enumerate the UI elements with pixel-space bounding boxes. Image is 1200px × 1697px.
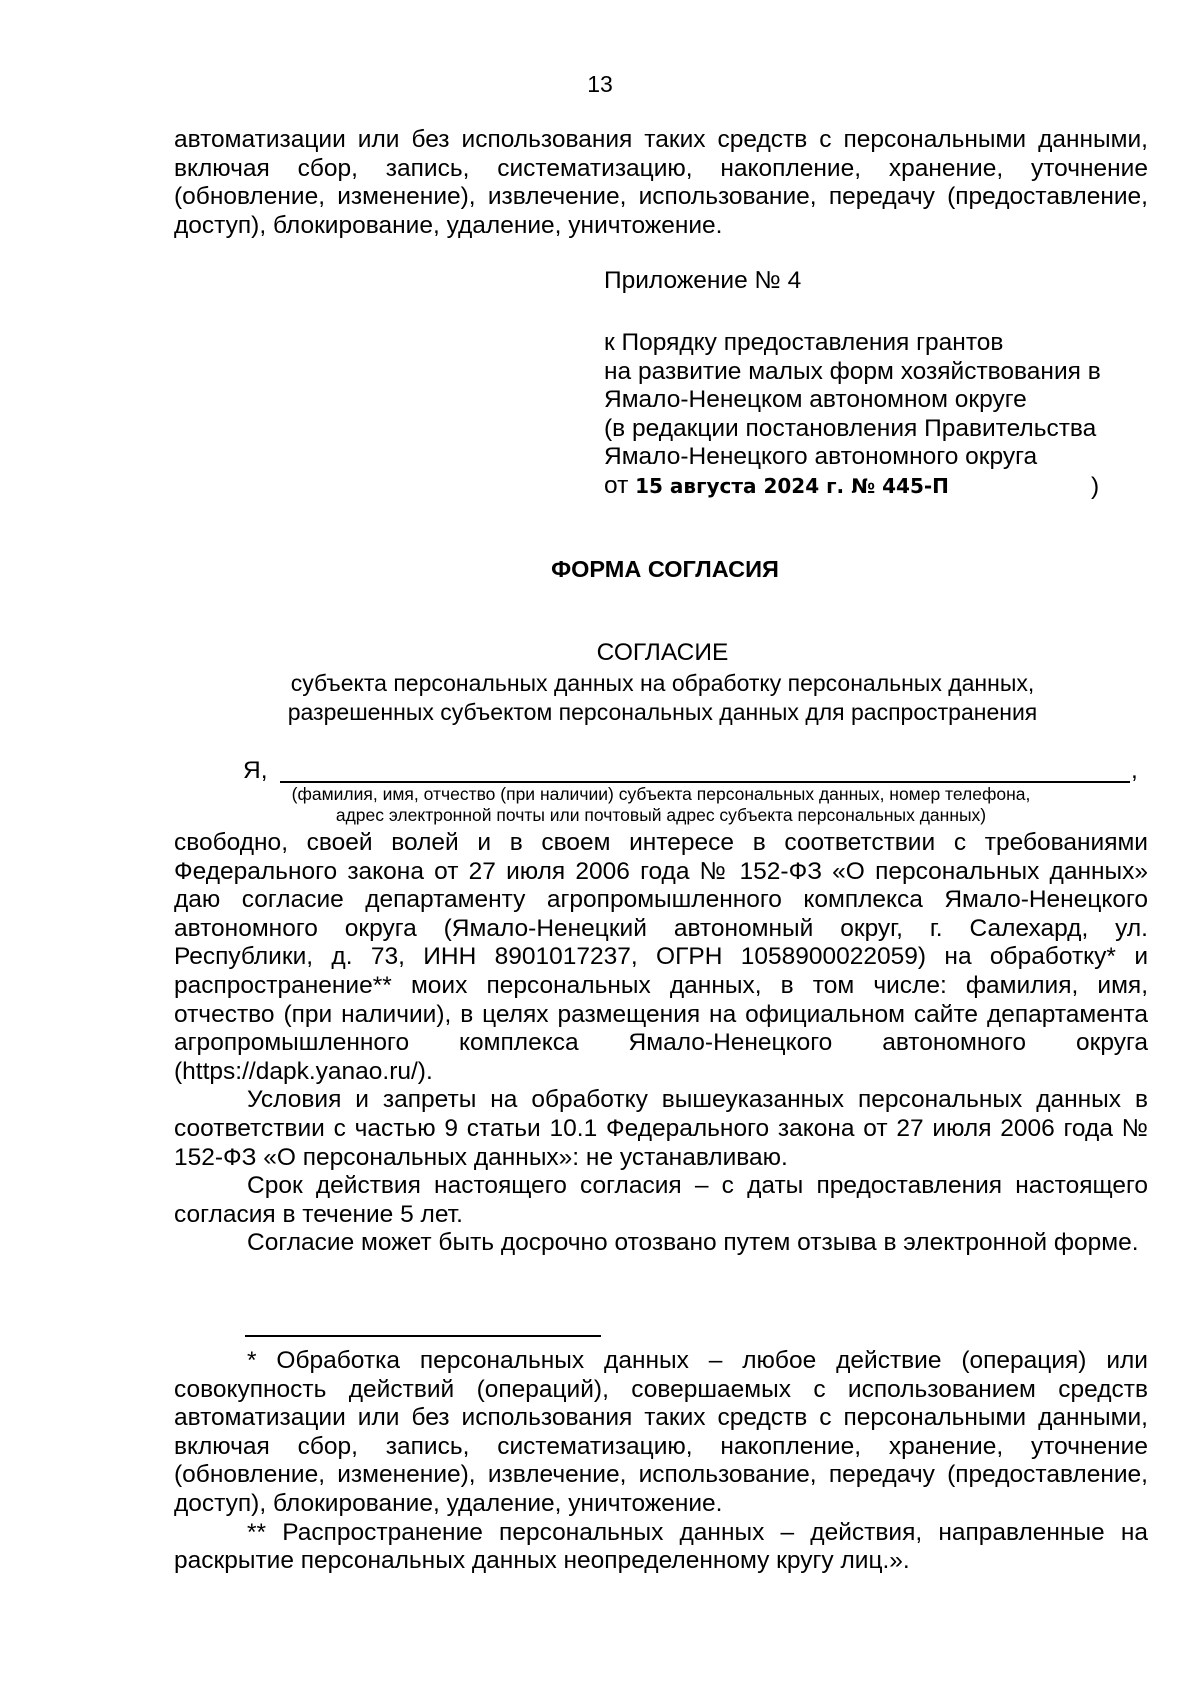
fill-hint-line-2: адрес электронной почты или почтовый адрес субъекта персональных данных) <box>335 805 987 825</box>
appendix-line: Ямало-Ненецком автономном округе <box>604 386 1027 414</box>
footnote-distribution: ** Распространение персональных данных – действия, направленные на раскрытие персональных данных неопределенному кругу лиц.». <box>174 1518 1148 1575</box>
form-title: ФОРМА СОГЛАСИЯ <box>551 556 779 582</box>
fill-hint-line-1: (фамилия, имя, отчество (при наличии) субъекта персональных данных, номер телефона, <box>291 784 1031 804</box>
footnote-separator <box>245 1335 601 1337</box>
appendix-line: на развитие малых форм хозяйствования в <box>604 357 1101 385</box>
appendix-line: (в редакции постановления Правительства <box>604 414 1097 442</box>
ya-label: Я, <box>243 757 268 784</box>
footnote-processing: * Обработка персональных данных – любое действие (операция) или совокупность действий (операций), совершаемых с использованием средств автоматизации или без использования таких средств с персональными данными, включая сбор, запись, систематизацию, накопление, хранение, уточнение (обновление, изменение), извлечение, использование, передачу (предоставление, доступ), блокирование, удаление, уничтожение. <box>174 1347 1148 1517</box>
appendix-title <box>604 267 1164 296</box>
appendix-line: к Порядку предоставления грантов <box>604 329 1004 356</box>
appendix-block <box>604 329 1164 501</box>
appendix-close-paren: ) <box>1091 473 1100 500</box>
footnotes <box>174 1347 1148 1576</box>
appendix-title-text: Приложение № 4 <box>604 267 802 294</box>
appendix-date-prefix: от <box>604 471 629 499</box>
consent-main-paragraph: свободно, своей волей и в своем интересе в соответствии с требованиями Федерального закона от 27 июля 2006 года № 152-ФЗ «О персональных данных» даю согласие департаменту агропромышленного комплекса Ямало-Ненецкого автономного округа (Ямало-Ненецкий автономный округ, г. Салехард, ул. Республики, д. 73, ИНН 8901017237, ОГРН 1058900022059) на обработку* и распространение** моих персональных данных, в том числе: фамилия, имя, отчество (при наличии), в целях размещения на официальном сайте департамента агропромышленного комплекса Ямало-Ненецкого автономного округа (https://dapk.yanao.ru/). <box>174 829 1148 1085</box>
top-paragraph-text: автоматизации или без использования таких средств с персональными данными, включая сбор, запись, систематизацию, накопление, хранение, уточнение (обновление, изменение), извлечение, использование, передачу (предоставление, доступ), блокирование, удаление, уничтожение. <box>174 126 1148 239</box>
appendix-line: Ямало-Ненецкого автономного округа <box>604 443 1038 471</box>
appendix-date-line <box>604 472 1164 501</box>
consent-revoke-paragraph: Согласие может быть досрочно отозвано путем отзыва в электронной форме. <box>247 1229 1139 1257</box>
consent-subtitle-line-1: субъекта персональных данных на обработку персональных данных, <box>290 670 1035 696</box>
consent-subtitle-line-2: разрешенных субъектом персональных данных для распространения <box>287 699 1038 725</box>
name-fill-line[interactable] <box>280 781 1130 783</box>
consent-term-paragraph: Срок действия настоящего согласия – с даты предоставления настоящего согласия в течение 5 лет. <box>174 1172 1148 1228</box>
consent-heading: СОГЛАСИЕ <box>596 639 729 666</box>
consent-body <box>174 829 1148 1258</box>
consent-conditions-paragraph: Условия и запреты на обработку вышеуказанных персональных данных в соответствии с частью 9 статьи 10.1 Федерального закона от 27 июля 2006 года № 152-ФЗ «О персональных данных»: не устанавливаю. <box>174 1086 1148 1171</box>
appendix-date-value: 15 августа 2024 г. № 445-П <box>635 473 949 498</box>
fill-line-comma: , <box>1131 757 1138 784</box>
top-paragraph <box>174 126 1148 240</box>
page-number: 13 <box>587 71 613 97</box>
